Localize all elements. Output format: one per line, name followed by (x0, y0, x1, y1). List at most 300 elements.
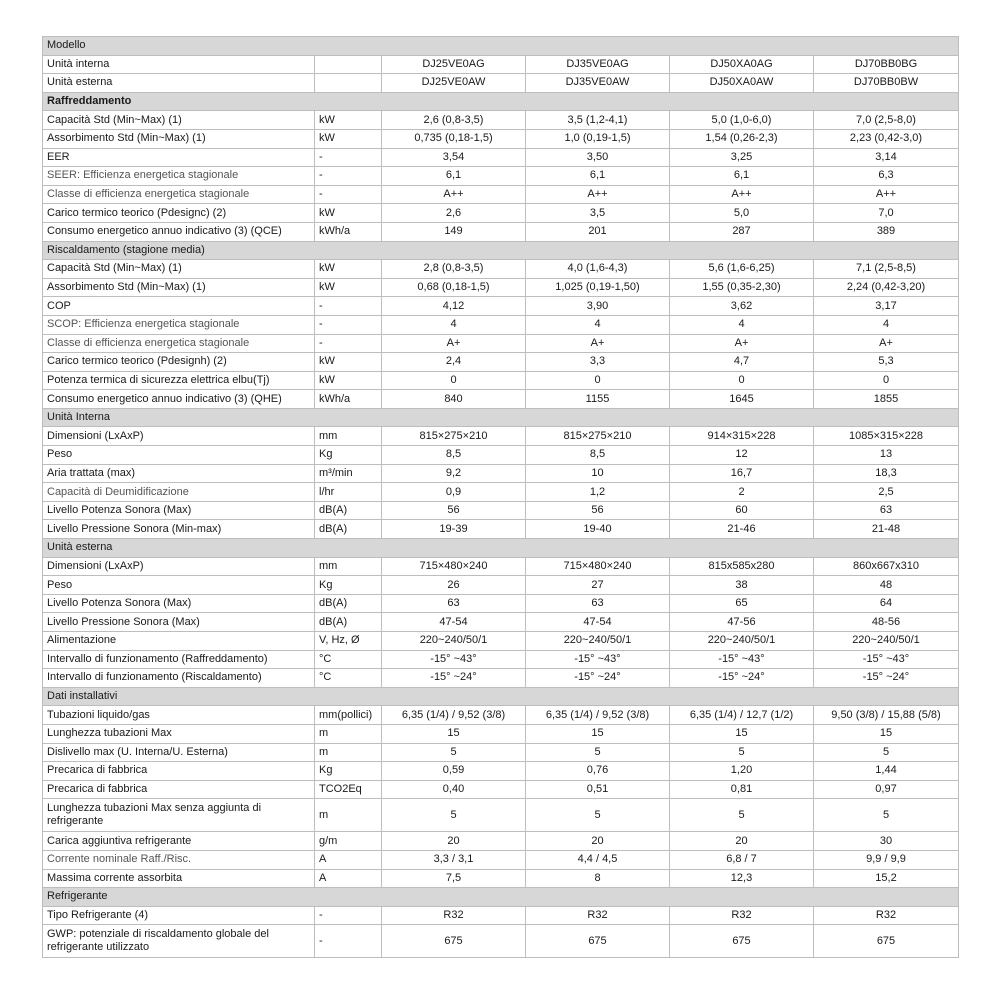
row-label: Capacità di Deumidificazione (43, 483, 315, 502)
table-row (43, 185, 959, 204)
table-row (43, 390, 959, 409)
cell-value: 9,50 (3/8) / 15,88 (5/8) (814, 706, 959, 725)
section-title: Raffreddamento (43, 92, 959, 111)
section-title: Modello (43, 37, 959, 56)
cell-value: -15° ~24° (382, 669, 526, 688)
row-label: Precarica di fabbrica (43, 762, 315, 781)
row-label: Dislivello max (U. Interna/U. Esterna) (43, 743, 315, 762)
table-row (43, 222, 959, 241)
cell-value: 65 (670, 594, 814, 613)
cell-value: 1,2 (526, 483, 670, 502)
row-label: Dimensioni (LxAxP) (43, 427, 315, 446)
section-title: Riscaldamento (stagione media) (43, 241, 959, 260)
row-unit: mm (315, 427, 382, 446)
row-label: Consumo energetico annuo indicativo (3) (QHE) (43, 390, 315, 409)
section-header (43, 37, 959, 56)
table-row (43, 464, 959, 483)
table-row (43, 799, 959, 832)
row-label: Alimentazione (43, 632, 315, 651)
cell-value: 815x585x280 (670, 557, 814, 576)
cell-value: 149 (382, 222, 526, 241)
row-label: Livello Potenza Sonora (Max) (43, 594, 315, 613)
cell-value: 0,76 (526, 762, 670, 781)
cell-value: 3,17 (814, 297, 959, 316)
table-row (43, 111, 959, 130)
cell-value: 27 (526, 576, 670, 595)
row-label: Potenza termica di sicurezza elettrica elbu(Tj) (43, 371, 315, 390)
cell-value: 815×275×210 (382, 427, 526, 446)
cell-value: DJ70BB0BG (814, 55, 959, 74)
row-label: Capacità Std (Min~Max) (1) (43, 260, 315, 279)
cell-value: DJ50XA0AW (670, 74, 814, 93)
cell-value: 1,025 (0,19-1,50) (526, 278, 670, 297)
table-row (43, 780, 959, 799)
cell-value: 5 (526, 743, 670, 762)
cell-value: 389 (814, 222, 959, 241)
row-label: Classe di efficienza energetica stagionale (43, 334, 315, 353)
row-label: SEER: Efficienza energetica stagionale (43, 167, 315, 186)
table-row (43, 632, 959, 651)
cell-value: 3,62 (670, 297, 814, 316)
row-unit: - (315, 185, 382, 204)
spec-table (42, 36, 959, 958)
row-unit (315, 55, 382, 74)
cell-value: 220~240/50/1 (382, 632, 526, 651)
cell-value: 8 (526, 869, 670, 888)
section-title: Unità esterna (43, 539, 959, 558)
row-unit: mm(pollici) (315, 706, 382, 725)
spec-table-body (43, 37, 959, 958)
cell-value: 715×480×240 (526, 557, 670, 576)
cell-value: 47-56 (670, 613, 814, 632)
cell-value: 10 (526, 464, 670, 483)
table-row (43, 724, 959, 743)
row-unit: - (315, 167, 382, 186)
cell-value: 47-54 (382, 613, 526, 632)
row-label: Lunghezza tubazioni Max (43, 724, 315, 743)
cell-value: 15 (670, 724, 814, 743)
cell-value: 13 (814, 446, 959, 465)
cell-value: 18,3 (814, 464, 959, 483)
table-row (43, 74, 959, 93)
cell-value: 48-56 (814, 613, 959, 632)
cell-value: 21-48 (814, 520, 959, 539)
table-row (43, 353, 959, 372)
cell-value: 38 (670, 576, 814, 595)
cell-value: 1,44 (814, 762, 959, 781)
row-label: Tubazioni liquido/gas (43, 706, 315, 725)
cell-value: 0 (526, 371, 670, 390)
row-label: SCOP: Efficienza energetica stagionale (43, 315, 315, 334)
cell-value: 7,0 (814, 204, 959, 223)
cell-value: 20 (670, 832, 814, 851)
cell-value: 5 (670, 743, 814, 762)
cell-value: 220~240/50/1 (670, 632, 814, 651)
row-unit: kW (315, 129, 382, 148)
table-row (43, 427, 959, 446)
row-unit: Kg (315, 576, 382, 595)
row-unit: kW (315, 260, 382, 279)
cell-value: 5 (526, 799, 670, 832)
cell-value: 3,5 (1,2-4,1) (526, 111, 670, 130)
row-unit: kW (315, 278, 382, 297)
row-unit: dB(A) (315, 613, 382, 632)
cell-value: A++ (670, 185, 814, 204)
cell-value: 9,2 (382, 464, 526, 483)
row-unit: kW (315, 204, 382, 223)
table-row (43, 278, 959, 297)
cell-value: A++ (382, 185, 526, 204)
row-unit: dB(A) (315, 520, 382, 539)
cell-value: -15° ~24° (526, 669, 670, 688)
row-label: Assorbimento Std (Min~Max) (1) (43, 129, 315, 148)
cell-value: 5,3 (814, 353, 959, 372)
table-row (43, 669, 959, 688)
cell-value: -15° ~43° (814, 650, 959, 669)
table-row (43, 297, 959, 316)
cell-value: 3,3 / 3,1 (382, 850, 526, 869)
table-row (43, 650, 959, 669)
table-row (43, 557, 959, 576)
cell-value: 6,8 / 7 (670, 850, 814, 869)
cell-value: 675 (526, 925, 670, 958)
cell-value: 1,0 (0,19-1,5) (526, 129, 670, 148)
cell-value: A+ (670, 334, 814, 353)
cell-value: 0,9 (382, 483, 526, 502)
cell-value: 5 (814, 799, 959, 832)
row-unit: dB(A) (315, 501, 382, 520)
table-row (43, 501, 959, 520)
cell-value: 675 (382, 925, 526, 958)
row-label: Corrente nominale Raff./Risc. (43, 850, 315, 869)
cell-value: 0 (670, 371, 814, 390)
cell-value: DJ70BB0BW (814, 74, 959, 93)
table-row (43, 129, 959, 148)
row-label: Peso (43, 576, 315, 595)
cell-value: 1085×315×228 (814, 427, 959, 446)
row-label: Unità esterna (43, 74, 315, 93)
table-row (43, 315, 959, 334)
cell-value: 0 (814, 371, 959, 390)
cell-value: 6,35 (1/4) / 9,52 (3/8) (526, 706, 670, 725)
table-row (43, 576, 959, 595)
cell-value: 5 (382, 799, 526, 832)
cell-value: 6,1 (382, 167, 526, 186)
cell-value: 6,35 (1/4) / 12,7 (1/2) (670, 706, 814, 725)
row-unit: °C (315, 669, 382, 688)
cell-value: A++ (814, 185, 959, 204)
cell-value: 2,23 (0,42-3,0) (814, 129, 959, 148)
cell-value: 3,3 (526, 353, 670, 372)
cell-value: 60 (670, 501, 814, 520)
row-label: Carica aggiuntiva refrigerante (43, 832, 315, 851)
cell-value: 1,54 (0,26-2,3) (670, 129, 814, 148)
row-label: Consumo energetico annuo indicativo (3) (QCE) (43, 222, 315, 241)
cell-value: 2,4 (382, 353, 526, 372)
row-label: Livello Pressione Sonora (Max) (43, 613, 315, 632)
row-unit: A (315, 869, 382, 888)
row-label: Intervallo di funzionamento (Riscaldamento) (43, 669, 315, 688)
cell-value: 675 (814, 925, 959, 958)
cell-value: A+ (814, 334, 959, 353)
cell-value: 4,0 (1,6-4,3) (526, 260, 670, 279)
cell-value: 1,20 (670, 762, 814, 781)
table-row (43, 743, 959, 762)
cell-value: 2,6 (0,8-3,5) (382, 111, 526, 130)
cell-value: 2,24 (0,42-3,20) (814, 278, 959, 297)
cell-value: 15 (814, 724, 959, 743)
cell-value: 6,35 (1/4) / 9,52 (3/8) (382, 706, 526, 725)
row-unit: A (315, 850, 382, 869)
table-row (43, 869, 959, 888)
table-row (43, 260, 959, 279)
row-label: EER (43, 148, 315, 167)
row-label: GWP: potenziale di riscaldamento globale del refrigerante utilizzato (43, 925, 315, 958)
cell-value: -15° ~24° (814, 669, 959, 688)
row-unit: kW (315, 371, 382, 390)
cell-value: 20 (526, 832, 670, 851)
cell-value: 0,97 (814, 780, 959, 799)
cell-value: 63 (526, 594, 670, 613)
cell-value: 56 (526, 501, 670, 520)
cell-value: 15 (382, 724, 526, 743)
cell-value: 7,1 (2,5-8,5) (814, 260, 959, 279)
row-label: Assorbimento Std (Min~Max) (1) (43, 278, 315, 297)
row-unit: l/hr (315, 483, 382, 502)
cell-value: 56 (382, 501, 526, 520)
cell-value: 287 (670, 222, 814, 241)
table-row (43, 334, 959, 353)
cell-value: 19-39 (382, 520, 526, 539)
cell-value: 26 (382, 576, 526, 595)
row-unit (315, 74, 382, 93)
cell-value: DJ25VE0AG (382, 55, 526, 74)
cell-value: 3,50 (526, 148, 670, 167)
row-unit: kW (315, 111, 382, 130)
cell-value: 0 (382, 371, 526, 390)
cell-value: 4 (382, 315, 526, 334)
cell-value: 15 (526, 724, 670, 743)
cell-value: 9,9 / 9,9 (814, 850, 959, 869)
table-row (43, 148, 959, 167)
cell-value: 4,12 (382, 297, 526, 316)
row-label: Peso (43, 446, 315, 465)
section-header (43, 408, 959, 427)
cell-value: R32 (814, 906, 959, 925)
cell-value: 860x667x310 (814, 557, 959, 576)
cell-value: 4 (670, 315, 814, 334)
cell-value: 6,3 (814, 167, 959, 186)
row-unit: m (315, 799, 382, 832)
cell-value: A+ (526, 334, 670, 353)
table-row (43, 613, 959, 632)
cell-value: 4,4 / 4,5 (526, 850, 670, 869)
section-header (43, 539, 959, 558)
table-row (43, 204, 959, 223)
cell-value: 0,59 (382, 762, 526, 781)
table-row (43, 55, 959, 74)
cell-value: 3,54 (382, 148, 526, 167)
cell-value: 675 (670, 925, 814, 958)
cell-value: 715×480×240 (382, 557, 526, 576)
cell-value: 840 (382, 390, 526, 409)
cell-value: A++ (526, 185, 670, 204)
section-header (43, 92, 959, 111)
cell-value: 7,0 (2,5-8,0) (814, 111, 959, 130)
row-label: Intervallo di funzionamento (Raffreddamento) (43, 650, 315, 669)
cell-value: 220~240/50/1 (814, 632, 959, 651)
cell-value: 1645 (670, 390, 814, 409)
row-label: Capacità Std (Min~Max) (1) (43, 111, 315, 130)
section-header (43, 888, 959, 907)
cell-value: 47-54 (526, 613, 670, 632)
table-row (43, 483, 959, 502)
cell-value: 5 (382, 743, 526, 762)
cell-value: 4 (814, 315, 959, 334)
cell-value: 5,0 (1,0-6,0) (670, 111, 814, 130)
cell-value: 815×275×210 (526, 427, 670, 446)
cell-value: DJ25VE0AW (382, 74, 526, 93)
table-row (43, 520, 959, 539)
row-unit: m (315, 724, 382, 743)
row-unit: Kg (315, 762, 382, 781)
table-row (43, 906, 959, 925)
row-label: Aria trattata (max) (43, 464, 315, 483)
row-label: Unità interna (43, 55, 315, 74)
cell-value: 4,7 (670, 353, 814, 372)
cell-value: 5 (670, 799, 814, 832)
row-unit: mm (315, 557, 382, 576)
cell-value: 5 (814, 743, 959, 762)
row-label: Livello Pressione Sonora (Min-max) (43, 520, 315, 539)
cell-value: 6,1 (670, 167, 814, 186)
row-label: Tipo Refrigerante (4) (43, 906, 315, 925)
cell-value: 19-40 (526, 520, 670, 539)
row-label: Livello Potenza Sonora (Max) (43, 501, 315, 520)
cell-value: 5,6 (1,6-6,25) (670, 260, 814, 279)
row-label: Classe di efficienza energetica stagionale (43, 185, 315, 204)
row-unit: V, Hz, Ø (315, 632, 382, 651)
cell-value: 914×315×228 (670, 427, 814, 446)
row-unit: m³/min (315, 464, 382, 483)
row-unit: - (315, 148, 382, 167)
cell-value: 3,5 (526, 204, 670, 223)
cell-value: 220~240/50/1 (526, 632, 670, 651)
cell-value: 8,5 (382, 446, 526, 465)
cell-value: 1155 (526, 390, 670, 409)
cell-value: 6,1 (526, 167, 670, 186)
cell-value: 2,6 (382, 204, 526, 223)
cell-value: 5,0 (670, 204, 814, 223)
cell-value: R32 (382, 906, 526, 925)
cell-value: 30 (814, 832, 959, 851)
cell-value: 3,14 (814, 148, 959, 167)
cell-value: 2,8 (0,8-3,5) (382, 260, 526, 279)
table-row (43, 762, 959, 781)
cell-value: 1,55 (0,35-2,30) (670, 278, 814, 297)
cell-value: 63 (382, 594, 526, 613)
cell-value: 7,5 (382, 869, 526, 888)
row-label: Carico termico teorico (Pdesignc) (2) (43, 204, 315, 223)
row-unit: m (315, 743, 382, 762)
cell-value: DJ50XA0AG (670, 55, 814, 74)
row-label: Massima corrente assorbita (43, 869, 315, 888)
cell-value: A+ (382, 334, 526, 353)
cell-value: 63 (814, 501, 959, 520)
row-unit: kWh/a (315, 222, 382, 241)
cell-value: R32 (670, 906, 814, 925)
row-unit: Kg (315, 446, 382, 465)
row-unit: TCO2Eq (315, 780, 382, 799)
cell-value: DJ35VE0AW (526, 74, 670, 93)
cell-value: 2 (670, 483, 814, 502)
cell-value: 12 (670, 446, 814, 465)
row-unit: dB(A) (315, 594, 382, 613)
cell-value: 64 (814, 594, 959, 613)
row-unit: - (315, 925, 382, 958)
cell-value: 15,2 (814, 869, 959, 888)
table-row (43, 167, 959, 186)
section-header (43, 687, 959, 706)
row-unit: kWh/a (315, 390, 382, 409)
cell-value: 1855 (814, 390, 959, 409)
table-row (43, 706, 959, 725)
cell-value: DJ35VE0AG (526, 55, 670, 74)
cell-value: 0,81 (670, 780, 814, 799)
row-label: Carico termico teorico (Pdesignh) (2) (43, 353, 315, 372)
row-unit: - (315, 315, 382, 334)
section-header (43, 241, 959, 260)
row-label: Lunghezza tubazioni Max senza aggiunta di refrigerante (43, 799, 315, 832)
cell-value: 20 (382, 832, 526, 851)
cell-value: 0,51 (526, 780, 670, 799)
cell-value: 3,90 (526, 297, 670, 316)
table-row (43, 832, 959, 851)
cell-value: 21-46 (670, 520, 814, 539)
section-title: Dati installativi (43, 687, 959, 706)
cell-value: 12,3 (670, 869, 814, 888)
cell-value: 0,68 (0,18-1,5) (382, 278, 526, 297)
row-unit: - (315, 906, 382, 925)
cell-value: 0,735 (0,18-1,5) (382, 129, 526, 148)
row-unit: kW (315, 353, 382, 372)
row-label: COP (43, 297, 315, 316)
section-title: Unità Interna (43, 408, 959, 427)
table-row (43, 446, 959, 465)
section-title: Refrigerante (43, 888, 959, 907)
cell-value: -15° ~24° (670, 669, 814, 688)
table-row (43, 594, 959, 613)
table-row (43, 925, 959, 958)
cell-value: R32 (526, 906, 670, 925)
table-row (43, 850, 959, 869)
cell-value: 3,25 (670, 148, 814, 167)
cell-value: -15° ~43° (382, 650, 526, 669)
cell-value: -15° ~43° (670, 650, 814, 669)
cell-value: 8,5 (526, 446, 670, 465)
cell-value: 16,7 (670, 464, 814, 483)
cell-value: -15° ~43° (526, 650, 670, 669)
cell-value: 48 (814, 576, 959, 595)
row-unit: - (315, 334, 382, 353)
row-label: Dimensioni (LxAxP) (43, 557, 315, 576)
cell-value: 201 (526, 222, 670, 241)
row-unit: - (315, 297, 382, 316)
row-unit: °C (315, 650, 382, 669)
table-row (43, 371, 959, 390)
cell-value: 4 (526, 315, 670, 334)
cell-value: 2,5 (814, 483, 959, 502)
